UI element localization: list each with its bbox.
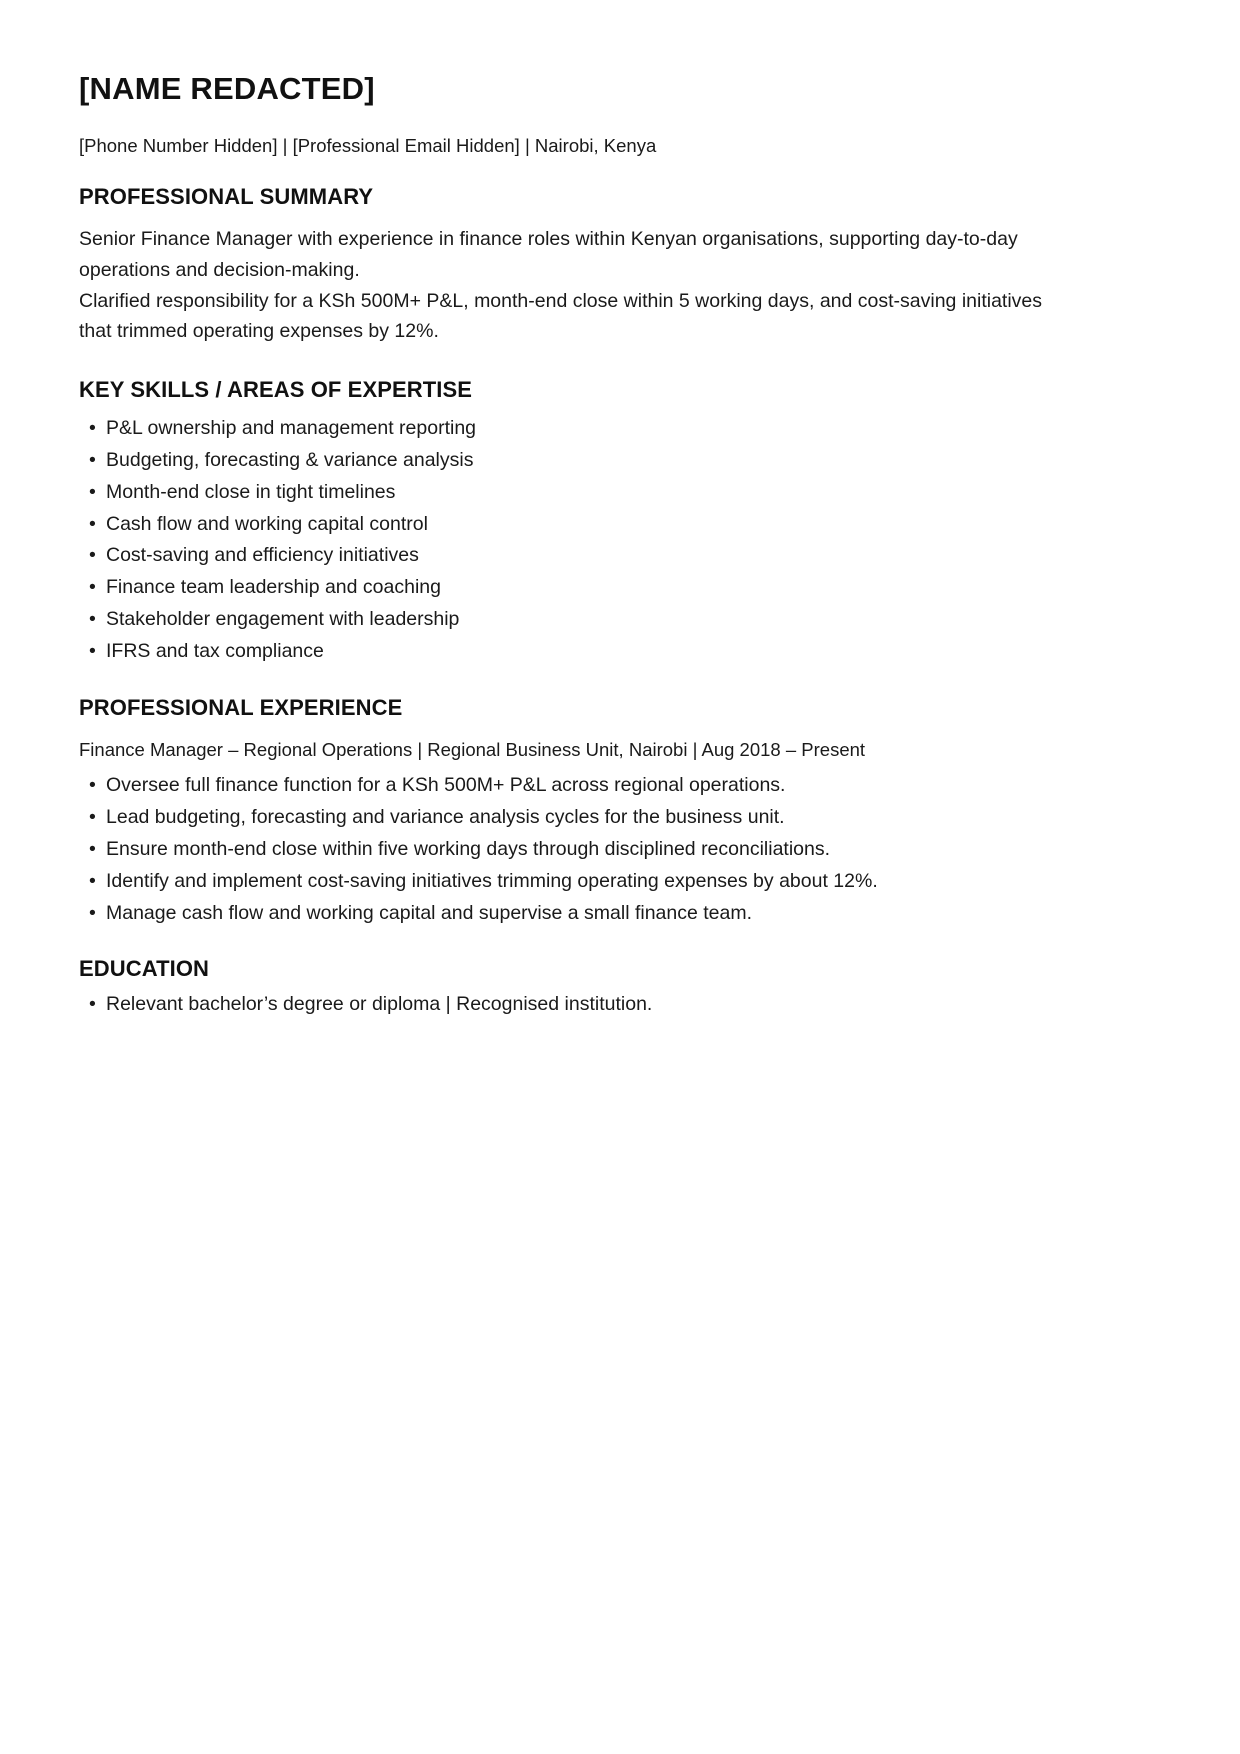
contact-line: [Phone Number Hidden] | [Professional Email Hidden] | Nairobi, Kenya [79, 135, 657, 157]
section-heading-professional-experience: PROFESSIONAL EXPERIENCE [79, 694, 403, 720]
section-heading-education: EDUCATION [79, 956, 210, 982]
job-title-line: Finance Manager – Regional Operations | Regional Business Unit, Nairobi | Aug 2018 – Present [79, 738, 866, 760]
list-item: • Lead budgeting, forecasting and variance analysis cycles for the business unit. [79, 802, 1144, 833]
list-item: • Identify and implement cost-saving initiatives trimming operating expenses by about 12%. [79, 866, 1144, 897]
list-item: • Finance team leadership and coaching [79, 572, 1144, 603]
list-item: • Month-end close in tight timelines [79, 477, 1144, 508]
list-item: • Stakeholder engagement with leadership [79, 604, 1144, 635]
section-heading-key-skills: KEY SKILLS / AREAS OF EXPERTISE [79, 377, 473, 403]
candidate-name: [NAME REDACTED] [79, 71, 375, 106]
key-skills-list [79, 413, 1144, 666]
list-item: • Cost-saving and efficiency initiatives [79, 540, 1144, 571]
list-item: • Ensure month-end close within five working days through disciplined reconciliations. [79, 834, 1144, 865]
list-item: • P&L ownership and management reporting [79, 413, 1144, 444]
summary-paragraph: Senior Finance Manager with experience in finance roles within Kenyan organisations, supporting day-to-day operations and decision-making. [79, 228, 1018, 281]
list-item: • Manage cash flow and working capital and supervise a small finance team. [79, 898, 1144, 929]
experience-bullet-list [79, 770, 1144, 928]
education-list [79, 989, 1144, 1020]
professional-summary-body [79, 224, 1044, 347]
list-item: • IFRS and tax compliance [79, 636, 1144, 667]
summary-paragraph: Clarified responsibility for a KSh 500M+ P&L, month-end close within 5 working days, and cost-saving initiatives that trimmed operating expenses by 12%. [79, 289, 1043, 343]
list-item: • Oversee full finance function for a KSh 500M+ P&L across regional operations. [79, 770, 1144, 801]
list-item: • Cash flow and working capital control [79, 509, 1144, 540]
list-item: • Budgeting, forecasting & variance analysis [79, 445, 1144, 476]
section-heading-professional-summary: PROFESSIONAL SUMMARY [79, 184, 374, 209]
list-item: • Relevant bachelor’s degree or diploma | Recognised institution. [79, 989, 1144, 1020]
